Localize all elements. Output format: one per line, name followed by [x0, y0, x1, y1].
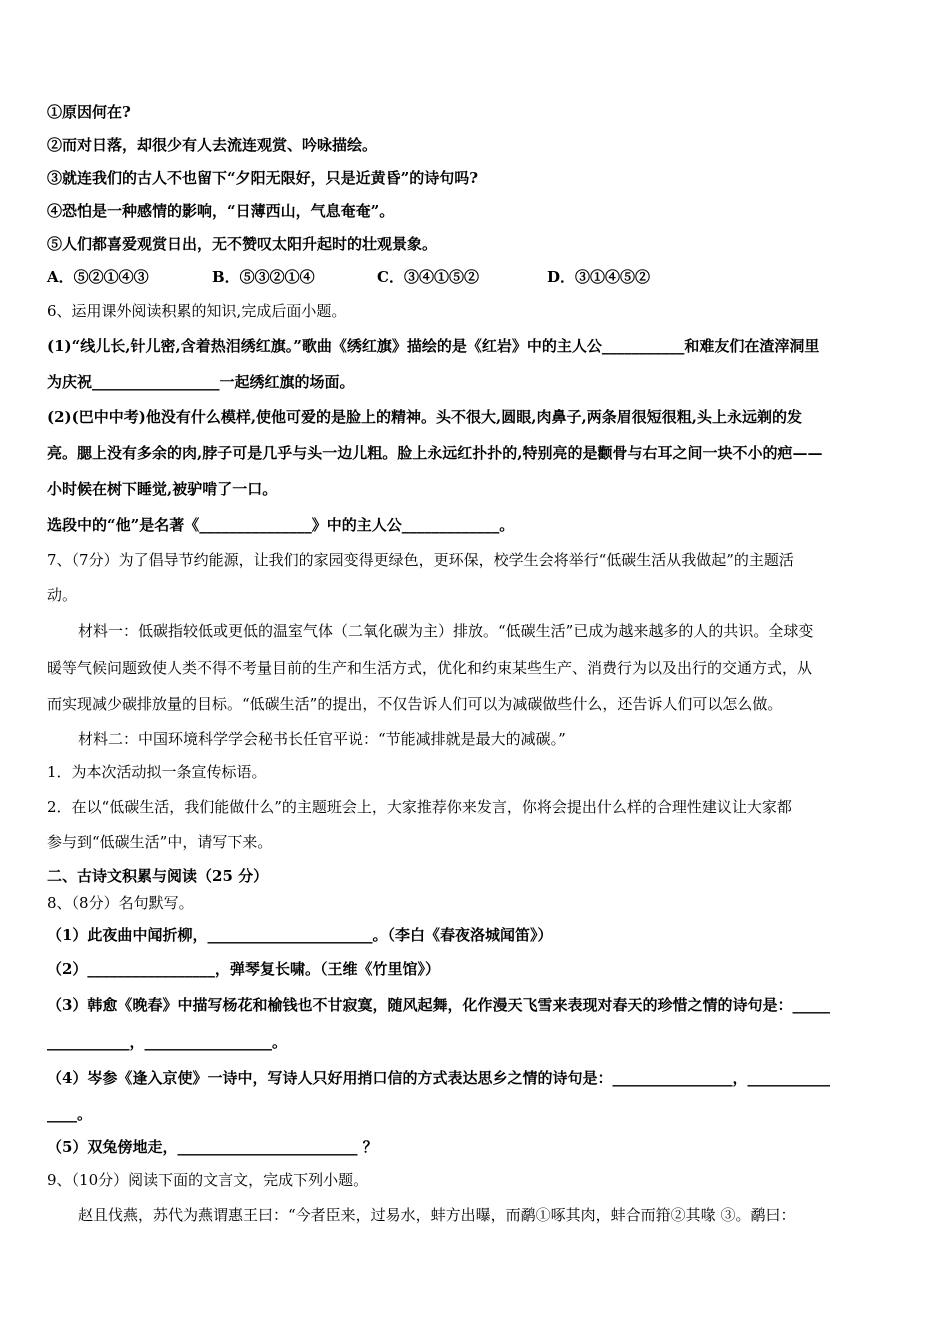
material-2: 材料二：中国环境科学学会秘书长任官平说：“节能减排就是最大的减碳。”	[78, 730, 566, 748]
question-7-2-line-1: 2．在以“低碳生活，我们能做什么”的主题班会上，大家推荐你来发言，你将会提出什么样的合理性建议让大家都	[47, 798, 792, 816]
question-8-4-line-1: （4）岑参《逢入京使》一诗中，写诗人只好用捎口信的方式表达思乡之情的诗句是：________________，___________	[47, 1069, 830, 1087]
q5-options	[47, 267, 650, 287]
sentence-4: ④恐怕是一种感情的影响，“日薄西山，气息奄奄”。	[47, 202, 395, 220]
option-d: D．③①④⑤②	[547, 268, 651, 286]
question-8-2: （2）_________________，弹琴复长啸。（王维《竹里馆》）	[47, 960, 440, 978]
option-a: A．⑤②①④③	[47, 268, 149, 286]
question-8-3-line-2: ___________，_________________。	[47, 1033, 288, 1051]
material-1-line-2: 暖等气候问题致使人类不得不考量目前的生产和生活方式，优化和约束某些生产、消费行为以及出行的交通方式，从	[47, 659, 813, 677]
question-7-1: 1．为本次活动拟一条宣传标语。	[47, 763, 267, 781]
question-6-2-line-2: 亮。腮上没有多余的肉,脖子可是几乎与头一边儿粗。脸上永远红扑扑的,特别亮的是颧骨与右耳之间一块不小的疤——	[47, 444, 823, 462]
sentence-3: ③就连我们的古人不也留下“夕阳无限好，只是近黄昏”的诗句吗?	[47, 169, 479, 187]
question-6-2-line-4: 选段中的“他”是名著《_______________》中的主人公_____________。	[47, 516, 515, 534]
question-8-1: （1）此夜曲中闻折柳，______________________。（李白《春夜洛城闻笛》）	[47, 926, 553, 944]
material-1-line-3: 而实现减少碳排放量的目标。“低碳生活”的提出，不仅告诉人们可以为减碳做些什么，还告诉人们可以怎么做。	[47, 695, 783, 713]
question-8-title: 8、（8分）名句默写。	[47, 894, 194, 912]
question-9-passage: 赵且伐燕，苏代为燕谓惠王曰：“今者臣来，过易水，蚌方出曝，而鹬①啄其肉，蚌合而箝②其喙 ③。鹬曰：	[78, 1206, 796, 1224]
question-8-4-line-2: ____。	[47, 1105, 93, 1123]
sentence-5: ⑤人们都喜爱观赏日出，无不赞叹太阳升起时的壮观景象。	[47, 235, 438, 253]
question-9-title: 9、（10分）阅读下面的文言文，完成下列小题。	[47, 1171, 369, 1189]
question-7-line-2: 动。	[47, 586, 78, 604]
section-2-heading: 二、古诗文积累与阅读（25 分）	[47, 867, 269, 885]
sentence-1: ①原因何在?	[47, 103, 131, 121]
question-6-1-line-1: (1)“线儿长,针儿密,含着热泪绣红旗。”歌曲《绣红旗》描绘的是《红岩》中的主人公___________和难友们在渣滓洞里	[47, 337, 820, 355]
option-b: B．⑤③②①④	[212, 268, 315, 286]
material-1-line-1: 材料一：低碳指较低或更低的温室气体（二氧化碳为主）排放。“低碳生活”已成为越来越多的人的共识。全球变	[78, 622, 814, 640]
question-8-3-line-1: （3）韩愈《晚春》中描写杨花和榆钱也不甘寂寞，随风起舞，化作漫天飞雪来表现对春天的珍惜之情的诗句是：_____	[47, 996, 830, 1014]
question-6-2-line-3: 小时候在树下睡觉,被驴啃了一口。	[47, 480, 278, 498]
question-8-5: （5）双兔傍地走，________________________ ？	[47, 1138, 378, 1156]
option-c: C．③④①⑤②	[377, 268, 479, 286]
question-6-title: 6、运用课外阅读积累的知识,完成后面小题。	[47, 302, 347, 320]
sentence-2: ②而对日落，却很少有人去流连观赏、吟咏描绘。	[47, 136, 378, 154]
question-6-2-line-1: (2)(巴中中考)他没有什么模样,使他可爱的是脸上的精神。头不很大,圆眼,肉鼻子,两条眉很短很粗,头上永远剃的发	[47, 408, 802, 426]
question-7-2-line-2: 参与到“低碳生活”中，请写下来。	[47, 833, 273, 851]
question-6-1-line-2: 为庆祝_________________一起绣红旗的场面。	[47, 373, 355, 391]
question-7-line-1: 7、（7分）为了倡导节约能源，让我们的家园变得更绿色，更环保，校学生会将举行“低碳生活从我做起”的主题活	[47, 551, 794, 569]
